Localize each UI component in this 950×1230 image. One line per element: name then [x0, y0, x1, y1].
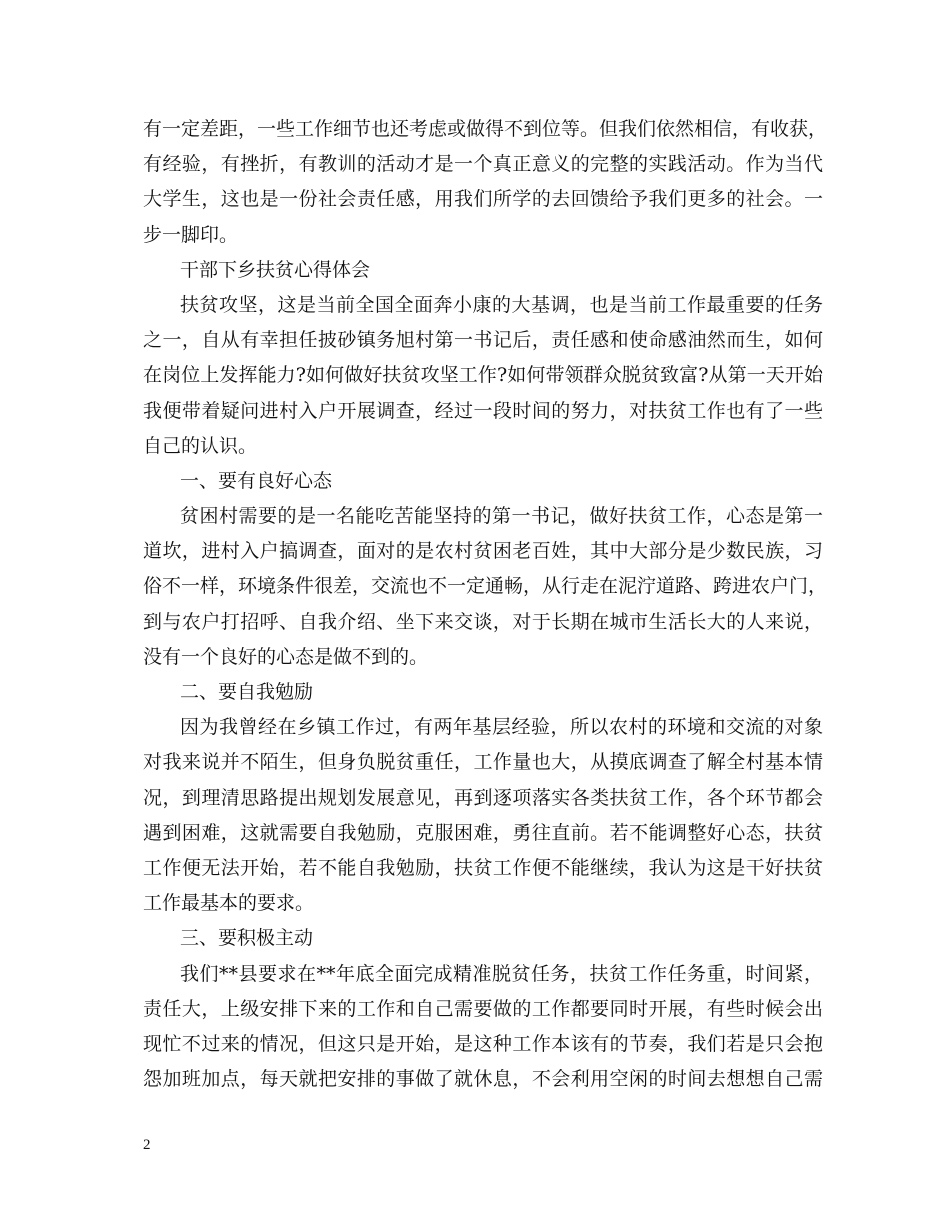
text-line: 二、要自我勉励: [180, 681, 314, 703]
text-line: 况，到理清思路提出规划发展意见，再到逐项落实各类扶贫工作，各个环节都会: [143, 786, 823, 809]
text-line: 三、要积极主动: [180, 927, 314, 950]
text-line: 在岗位上发挥能力?如何做好扶贫攻坚工作?如何带领群众脱贫致富?从第一天开始: [143, 364, 823, 387]
text-line: 现忙不过来的情况，但这只是开始，是这种工作本该有的节奏，我们若是只会抱: [143, 1032, 823, 1055]
text-line: 干部下乡扶贫心得体会: [180, 258, 371, 281]
text-line: 对我来说并不陌生，但身负脱贫重任，工作量也大，从摸底调查了解全村基本情: [143, 751, 823, 774]
text-line: 责任大，上级安排下来的工作和自己需要做的工作都要同时开展，有些时候会出: [143, 997, 823, 1020]
page-number: 2: [143, 1137, 151, 1153]
text-line: 怨加班加点，每天就把安排的事做了就休息，不会利用空闲的时间去想想自己需: [143, 1068, 823, 1091]
text-line: 到与农户打招呼、自我介绍、坐下来交谈，对于长期在城市生活长大的人来说，: [143, 610, 823, 633]
text-line: 自己的认识。: [143, 434, 258, 457]
text-line: 大学生，这也是一份社会责任感，用我们所学的去回馈给予我们更多的社会。一: [143, 188, 823, 211]
document-body: [143, 112, 828, 1097]
text-line: 没有一个良好的心态是做不到的。: [143, 645, 429, 668]
text-line: 步一脚印。: [143, 223, 239, 246]
text-line: 我们**县要求在**年底全面完成精准脱贫任务，扶贫工作任务重，时间紧，: [180, 962, 823, 985]
text-line: 扶贫攻坚，这是当前全国全面奔小康的大基调，也是当前工作最重要的任务: [180, 293, 823, 316]
text-line: 工作便无法开始，若不能自我勉励，扶贫工作便不能继续，我认为这是干好扶贫: [143, 856, 823, 879]
text-line: 之一，自从有幸担任披砂镇务旭村第一书记后，责任感和使命感油然而生，如何: [143, 329, 823, 352]
text-line: 俗不一样，环境条件很差，交流也不一定通畅，从行走在泥泞道路、跨进农户门，: [143, 575, 828, 598]
text-line: 有经验，有挫折，有教训的活动才是一个真正意义的完整的实践活动。作为当代: [143, 153, 823, 176]
text-line: 工作最基本的要求。: [143, 892, 315, 915]
text-line: 因为我曾经在乡镇工作过，有两年基层经验，所以农村的环境和交流的对象: [180, 716, 823, 739]
text-line: 遇到困难，这就需要自我勉励，克服困难，勇往直前。若不能调整好心态，扶贫: [143, 821, 823, 844]
text-line: 有一定差距，一些工作细节也还考虑或做得不到位等。但我们依然相信，有收获，: [143, 118, 828, 140]
text-line: 道坎，进村入户搞调查，面对的是农村贫困老百姓，其中大部分是少数民族，习: [143, 540, 823, 563]
text-line: 贫困村需要的是一名能吃苦能坚持的第一书记，做好扶贫工作，心态是第一: [180, 505, 823, 528]
text-line: 一、要有良好心态: [180, 469, 333, 492]
text-line: 我便带着疑问进村入户开展调查，经过一段时间的努力，对扶贫工作也有了一些: [143, 399, 823, 422]
